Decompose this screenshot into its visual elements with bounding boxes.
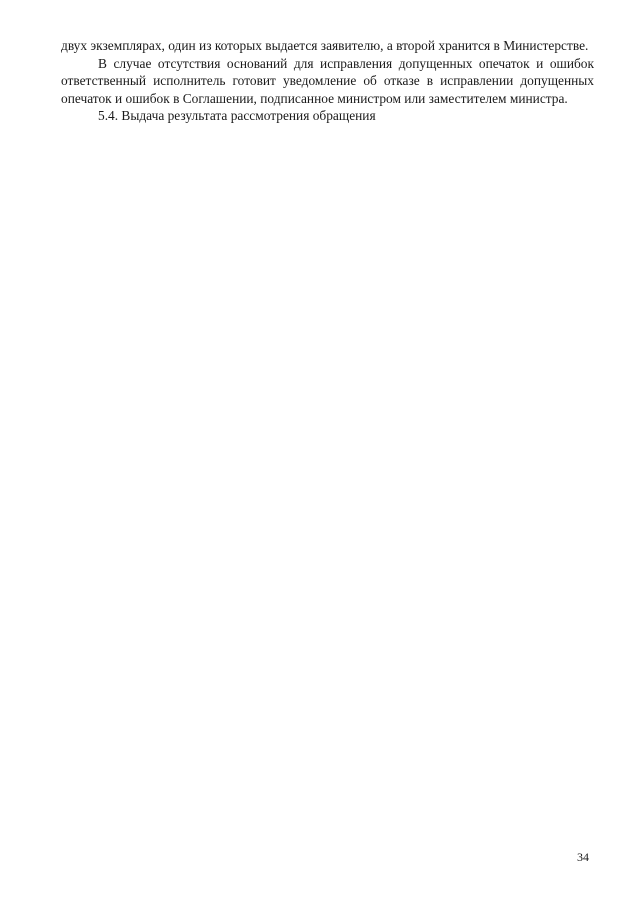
paragraph-item-5-4: 5.4. Выдача результата рассмотрения обращения	[98, 108, 376, 124]
paragraph-continuation: двух экземплярах, один из которых выдается заявителю, а второй хранится в Министерстве.	[61, 38, 589, 53]
paragraph-refusal-notice: В случае отсутствия оснований для исправления допущенных опечаток и ошибок ответственный исполнитель готовит уведомление об отказе в исправлении допущенных опечаток и ошибок в Соглашении, подписанное министром или заместителем министра.	[61, 55, 594, 106]
page-number: 34	[577, 850, 589, 864]
document-body	[61, 37, 594, 125]
